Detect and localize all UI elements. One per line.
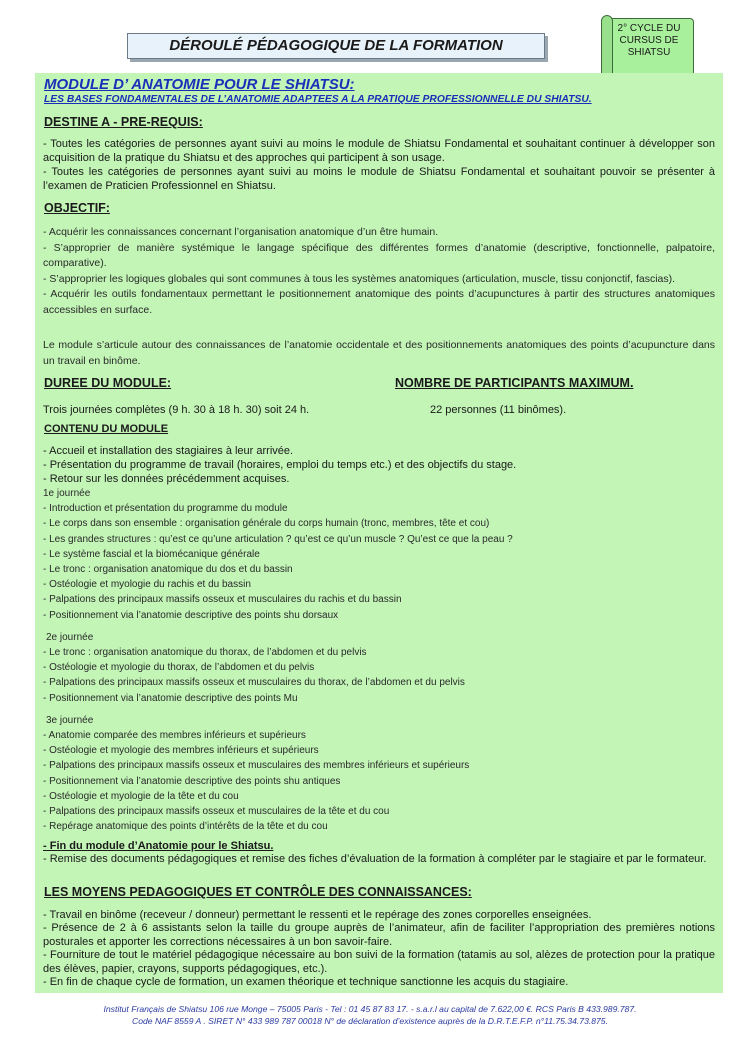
contenu-heading: CONTENU DU MODULE [44, 423, 169, 435]
participants-value: 22 personnes (11 binômes). [430, 404, 567, 416]
cycle-line-3: SHIATSU [627, 47, 671, 58]
day2-block [46, 630, 93, 645]
day2-list [43, 645, 465, 706]
objectif-item: - Acquérir les connaissances concernant l’organisation anatomique d’un être humain. [43, 226, 439, 238]
module-subtitle: LES BASES FONDAMENTALES DE L’ANATOMIE ADAPTEES A LA PRATIQUE PROFESSIONNELLE DU SHIATSU. [44, 94, 592, 105]
day2-item: - Positionnement via l’anatomie descriptive des points Mu [43, 692, 298, 704]
contenu-intro [43, 444, 715, 486]
duree-value: Trois journées complètes (9 h. 30 à 18 h. 30) soit 24 h. [43, 404, 310, 416]
cycle-line-1: 2° CYCLE DU [617, 23, 681, 34]
intro-item: - Retour sur les données précédemment acquises. [43, 473, 290, 485]
objectif-heading: OBJECTIF: [44, 201, 110, 215]
day3-item: - Palpations des principaux massifs osseux et musculaires de la tête et du cou [43, 806, 390, 818]
day3-item: - Anatomie comparée des membres inférieurs et supérieurs [43, 730, 306, 741]
destine-text-2: - Toutes les catégories de personnes ayant suivi au moins le module de Shiatsu Fondamental et souhaitant pouvoir se présenter à l’examen de Praticien Professionnel en Shiatsu. [43, 166, 715, 192]
objectif-item: - Acquérir les outils fondamentaux permettant le positionnement anatomique des points d’acupunctures à partir des structures anatomiques accessibles en surface. [43, 288, 715, 316]
footer-line-1: Institut Français de Shiatsu 106 rue Monge – 75005 Paris - Tel : 01 45 87 83 17. - s.a.r.l au capital de 7.622,00 €. RCS Paris B 433.989.787. [103, 1004, 637, 1014]
destine-heading: DESTINE A - PRE-REQUIS: [44, 115, 203, 129]
day2-item: - Palpations des principaux massifs osseux et musculaires du thorax, de l’abdomen et du pelvis [43, 677, 465, 689]
day1-item: - Le corps dans son ensemble : organisation générale du corps humain (tronc, membres, tête et cou) [43, 518, 490, 530]
moyens-item: - Présence de 2 à 6 assistants selon la taille du groupe auprès de l’animateur, afin de faciliter l’appropriation des premières notions posturales et apporter les corrections nécessaires à un bon savoir-faire. [43, 922, 715, 948]
objectif-note: Le module s’articule autour des connaissances de l’anatomie occidentale et des positionnements anatomiques des points d’acupuncture dans un travail en binôme. [43, 339, 715, 367]
day3-item: - Ostéologie et myologie des membres inférieurs et supérieurs [43, 745, 319, 757]
day2-item: - Ostéologie et myologie du thorax, de l’abdomen et du pelvis [43, 662, 315, 674]
day1-item: - Le système fascial et la biomécanique générale [43, 548, 260, 560]
day2-label: 2e journée [46, 632, 94, 643]
objectif-list [43, 225, 715, 318]
moyens-item: - Fourniture de tout le matériel pédagogique nécessaire au bon suivi de la formation (tatamis au sol, alèzes de protection pour la pratique des élèves, papier, crayons, supports pédagogiques, etc.). [43, 949, 715, 975]
objectif-item: - S’approprier les logiques globales qui sont communes à tous les systèmes anatomiques (articulation, muscle, tissu conjonctif, fascias). [43, 272, 676, 285]
intro-item: - Accueil et installation des stagiaires à leur arrivée. [43, 445, 294, 457]
day3-item: - Ostéologie et myologie de la tête et du cou [43, 790, 239, 802]
footer-line-2: Code NAF 8559 A . SIRET N° 433 989 787 00018 N° de déclaration d’existence auprès de la D.R.T.E.F.P. n°11.75.34.73.875. [132, 1016, 608, 1026]
day1-item: - Le tronc : organisation anatomique du dos et du bassin [43, 564, 293, 576]
module-title: MODULE D’ ANATOMIE POUR LE SHIATSU: [44, 76, 355, 93]
day3-block [46, 713, 93, 728]
day1-item: - Introduction et présentation du programme du module [43, 503, 288, 515]
day1-item: - Les grandes structures : qu’est ce qu’une articulation ? qu’est ce qu’un muscle ? Qu’est ce que la peau ? [43, 533, 513, 545]
cycle-badge [604, 18, 694, 76]
duree-heading: DUREE DU MODULE: [44, 376, 172, 390]
moyens-list [43, 909, 715, 989]
moyens-heading: LES MOYENS PEDAGOGIQUES ET CONTRÔLE DES CONNAISSANCES: [44, 885, 472, 899]
destine-text-1: - Toutes les catégories de personnes ayant suivi au moins le module de Shiatsu Fondamental et souhaitant continuer à développer son acquisition de la pratique du Shiatsu et des approches qui participent à son usage. [43, 138, 715, 164]
cycle-line-2: CURSUS DE [619, 35, 679, 46]
day2-item: - Le tronc : organisation anatomique du thorax, de l’abdomen et du pelvis [43, 647, 367, 658]
day1-item: - Ostéologie et myologie du rachis et du bassin [43, 579, 251, 591]
day3-item: - Repérage anatomique des points d’intérêts de la tête et du cou [43, 821, 328, 833]
day3-list [43, 728, 469, 834]
day3-label: 3e journée [46, 715, 94, 726]
module-end: - Fin du module d’Anatomie pour le Shiatsu. [43, 840, 274, 852]
moyens-item: - En fin de chaque cycle de formation, un examen théorique et technique sanctionne les acquis du stagiaire. [43, 976, 569, 989]
page-title: DÉROULÉ PÉDAGOGIQUE DE LA FORMATION [127, 33, 545, 59]
day3-item: - Positionnement via l’anatomie descriptive des points shu antiques [43, 775, 341, 787]
participants-heading: NOMBRE DE PARTICIPANTS MAXIMUM. [395, 376, 634, 390]
day1-label: 1e journée [43, 488, 91, 499]
moyens-item: - Travail en binôme (receveur / donneur) permettant le ressenti et le repérage des zones corporelles enseignées. [43, 909, 592, 921]
day1-item: - Palpations des principaux massifs osseux et musculaires du rachis et du bassin [43, 594, 402, 606]
intro-item: - Présentation du programme de travail (horaires, emploi du temps etc.) et des objectifs du stage. [43, 459, 517, 471]
objectif-item: - S’approprier de manière systémique le langage spécifique des différentes formes d’anatomie (descriptive, fonctionnelle, palpatoire, comparative). [43, 241, 715, 269]
day3-item: - Palpations des principaux massifs osseux et musculaires des membres inférieurs et supérieurs [43, 760, 470, 772]
day1-block [43, 486, 513, 623]
remise-text: - Remise des documents pédagogiques et remise des fiches d’évaluation de la formation à compléter par le stagiaire et par le formateur. [43, 853, 707, 865]
day1-item: - Positionnement via l’anatomie descriptive des points shu dorsaux [43, 609, 339, 621]
